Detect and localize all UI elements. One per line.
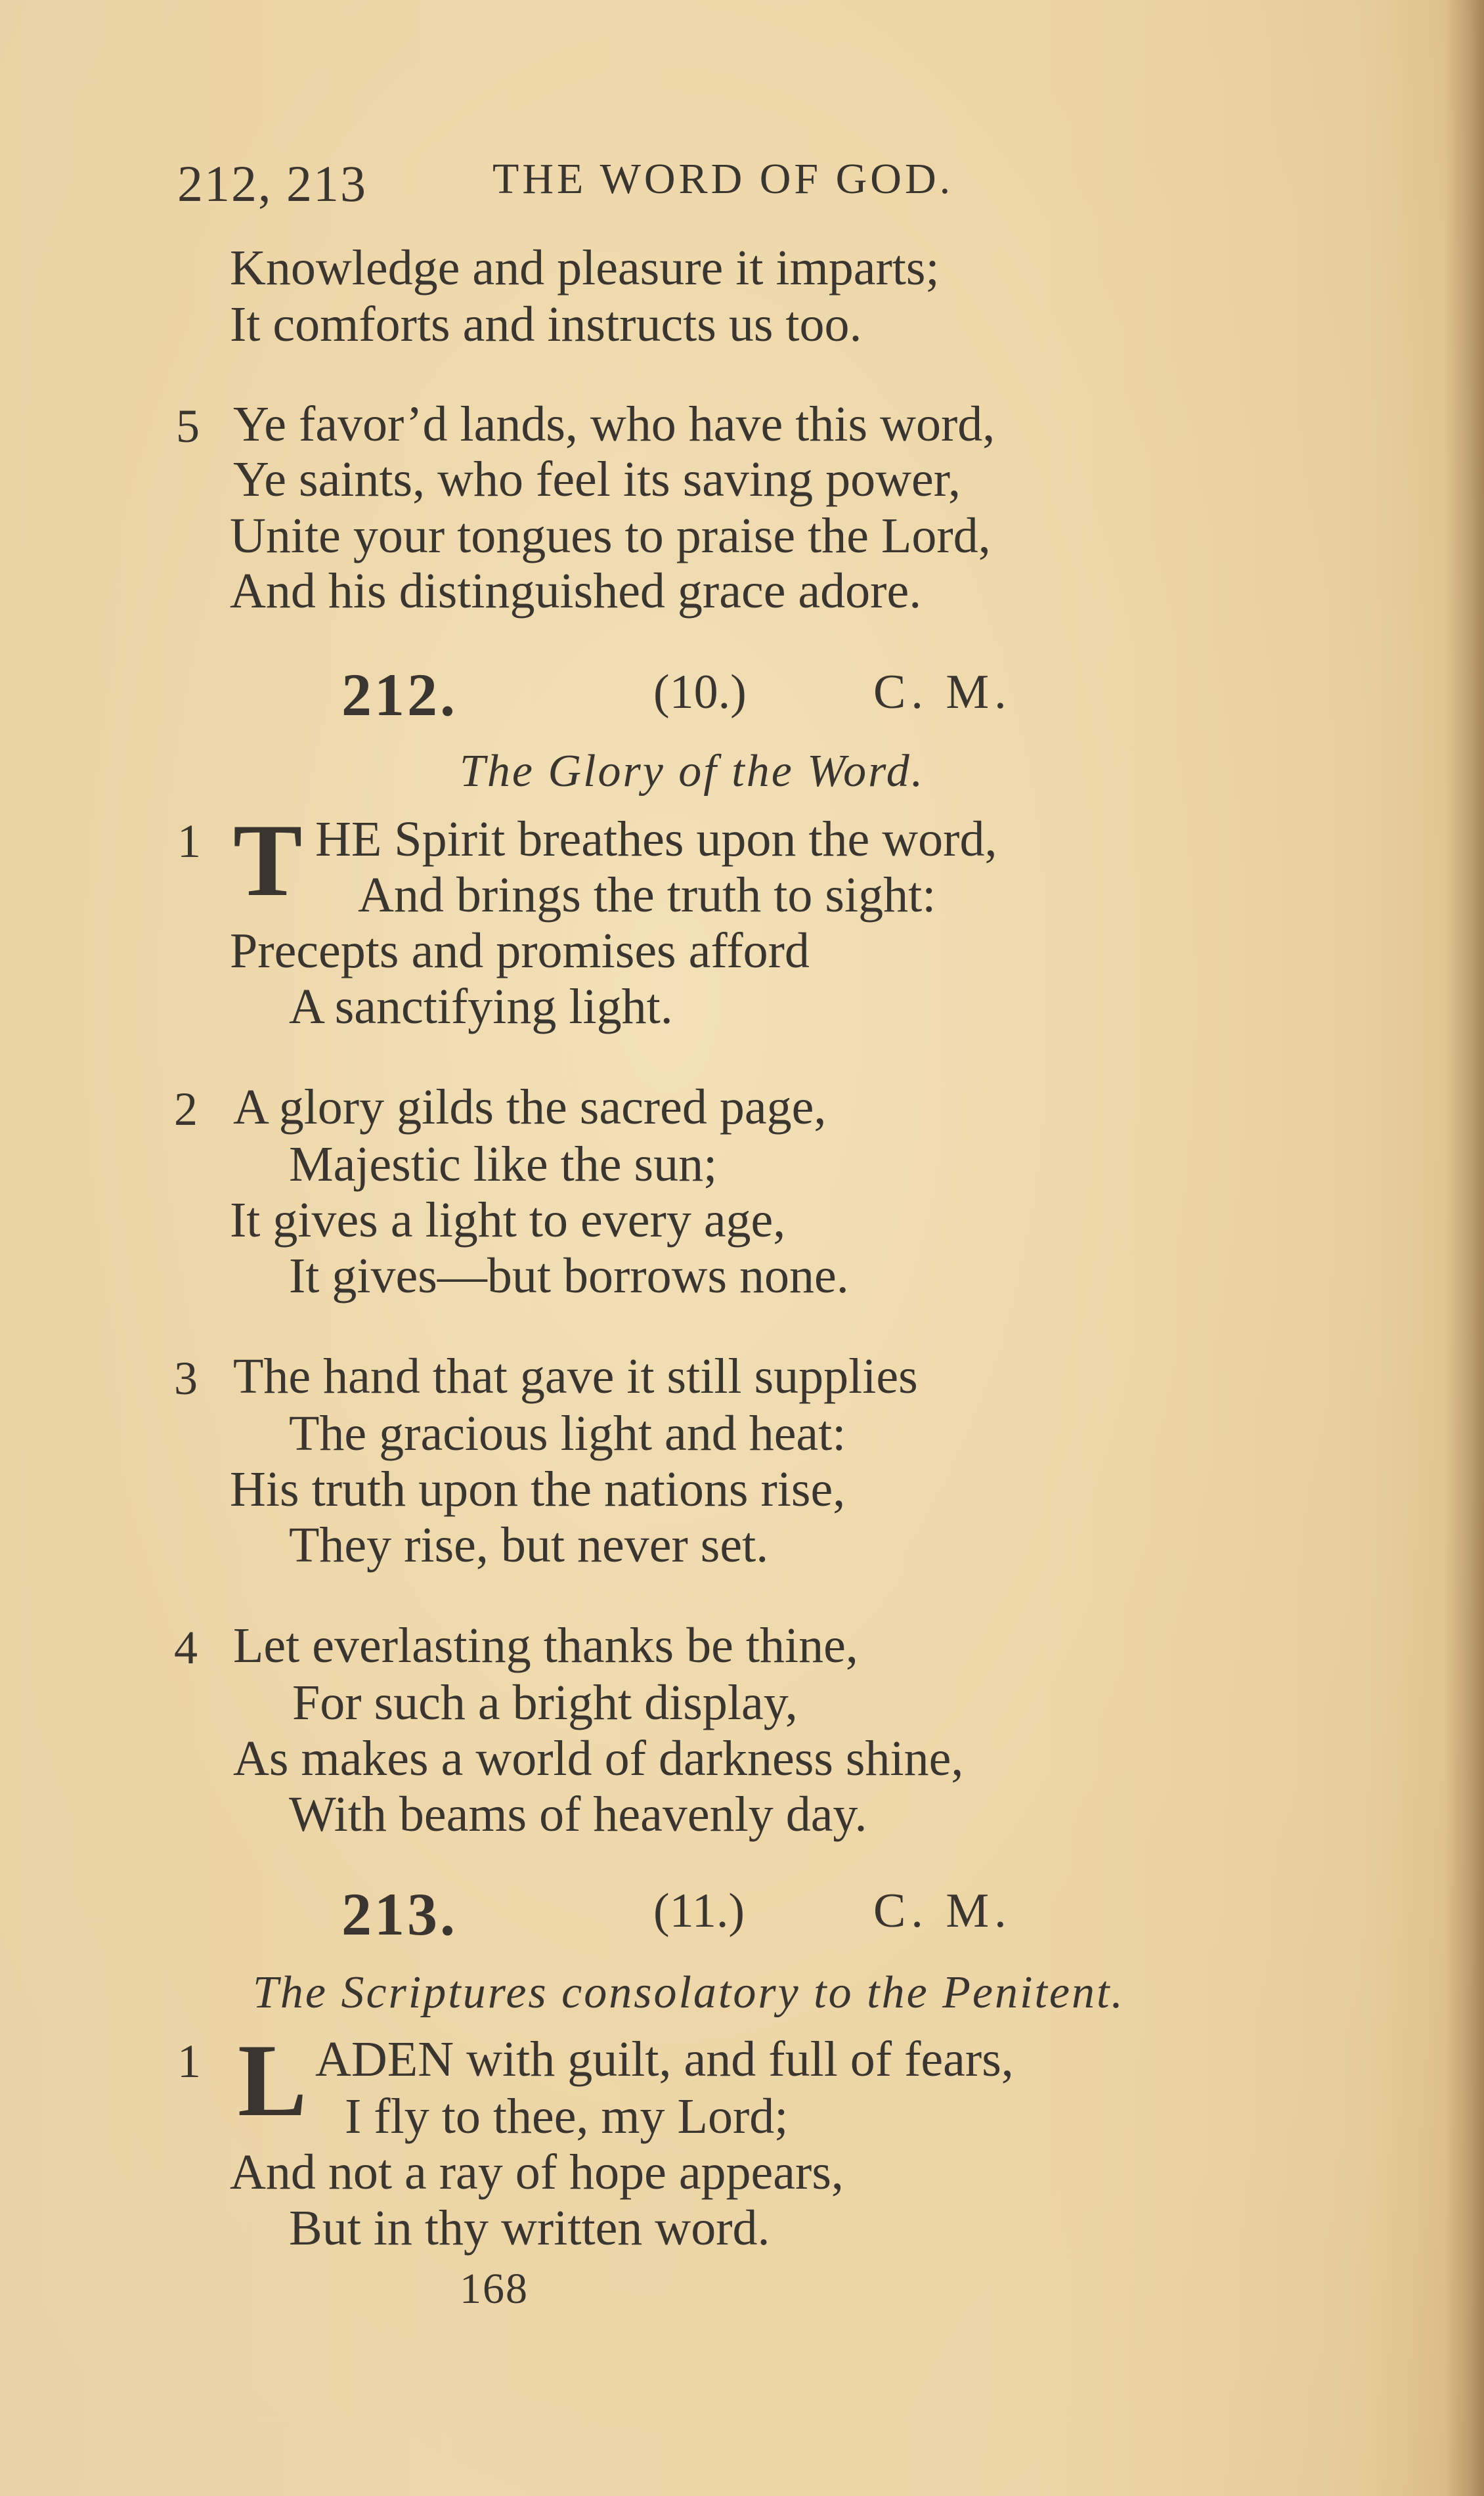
hymn-title: The Glory of the Word.	[460, 746, 925, 797]
verse-line: Ye favor’d lands, who have this word,	[233, 397, 995, 452]
verse-number: 3	[174, 1352, 198, 1405]
verse-number: 1	[177, 2035, 201, 2088]
hymn-tune: (11.)	[653, 1884, 745, 1938]
hymn-meter: C. M.	[873, 1884, 1012, 1938]
verse-line: Precepts and promises afford	[230, 923, 810, 978]
verse-number: 1	[177, 815, 201, 867]
verse-line: Majestic like the sun;	[289, 1137, 718, 1192]
verse-line: It gives a light to every age,	[230, 1193, 786, 1248]
header-hymn-numbers: 212, 213	[177, 155, 367, 212]
hymn-title: The Scriptures consolatory to the Penitent.	[253, 1967, 1125, 2018]
verse-line: A sanctifying light.	[289, 979, 673, 1034]
verse-line: HE Spirit breathes upon the word,	[315, 812, 997, 867]
hymn-meter: C. M.	[873, 665, 1012, 719]
verse-line: Unite your tongues to praise the Lord,	[230, 508, 991, 563]
verse-line: The gracious light and heat:	[289, 1406, 846, 1461]
verse-line: But in thy written word.	[289, 2200, 770, 2256]
verse-line: For such a bright display,	[292, 1675, 798, 1730]
verse-line: And brings the truth to sight:	[358, 867, 936, 923]
verse-line: And his distinguished grace adore.	[230, 563, 922, 619]
drop-cap: L	[238, 2023, 307, 2138]
verse-line: They rise, but never set.	[289, 1518, 769, 1573]
verse-number: 4	[174, 1621, 198, 1674]
verse-line: I fly to thee, my Lord;	[345, 2089, 789, 2144]
verse-line: As makes a world of darkness shine,	[233, 1731, 964, 1786]
verse-line: His truth upon the nations rise,	[230, 1462, 846, 1517]
hymn-number: 213.	[341, 1881, 458, 1948]
prev-line: It comforts and instructs us too.	[230, 297, 862, 352]
verse-line: Ye saints, who feel its saving power,	[233, 452, 961, 507]
drop-cap: T	[233, 803, 303, 918]
verse-line: A glory gilds the sacred page,	[233, 1080, 827, 1135]
verse-line: It gives—but borrows none.	[289, 1248, 849, 1303]
hymn-tune: (10.)	[653, 665, 747, 719]
hymn-number: 212.	[341, 661, 458, 728]
verse-line: And not a ray of hope appears,	[230, 2145, 844, 2200]
verse-line: Let everlasting thanks be thine,	[233, 1618, 858, 1673]
prev-line: Knowledge and pleasure it imparts;	[230, 240, 940, 296]
verse-line: ADEN with guilt, and full of fears,	[315, 2032, 1014, 2087]
page-number: 168	[460, 2265, 529, 2313]
verse-line: With beams of heavenly day.	[289, 1787, 867, 1842]
verse-number: 2	[174, 1083, 198, 1135]
verse-number: 5	[176, 400, 200, 452]
header-title: THE WORD OF GOD.	[492, 155, 954, 203]
page-edge-shadow	[1445, 0, 1484, 2496]
verse-line: The hand that gave it still supplies	[233, 1349, 918, 1404]
